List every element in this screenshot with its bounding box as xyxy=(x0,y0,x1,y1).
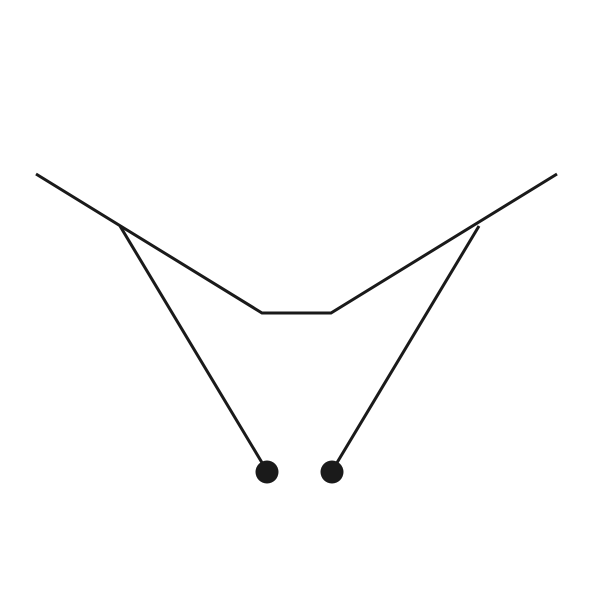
left-leg-line xyxy=(120,226,267,471)
left-end-node xyxy=(256,461,279,484)
right-leg-line xyxy=(332,226,479,471)
right-end-node xyxy=(321,461,344,484)
upper-bent-line xyxy=(36,174,557,313)
